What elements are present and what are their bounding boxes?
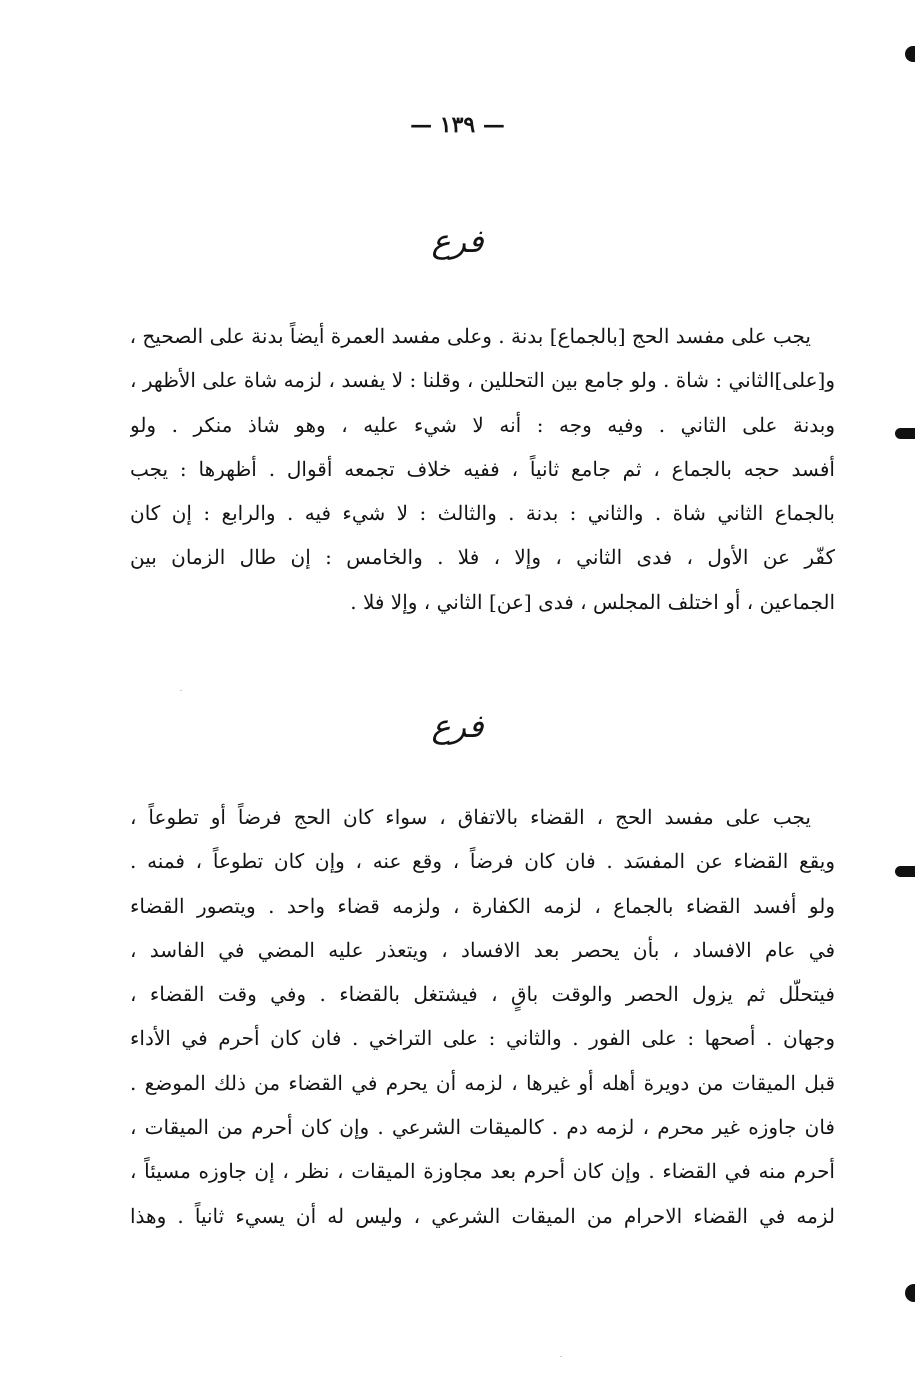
text-line: وبدنة على الثاني . وفيه وجه : أنه لا شيء عليه ، وهو شاذ منكر . ولو <box>130 412 835 437</box>
text-line: يجب على مفسد الحج [بالجماع] بدنة . وعلى مفسد العمرة أيضاً بدنة على الصحيح ، <box>130 324 811 348</box>
section-2-paragraph <box>130 795 835 1238</box>
scan-speck <box>560 1356 562 1357</box>
text-line: أفسد حجه بالجماع ، ثم جامع ثانياً ، ففيه خلاف تجمعه أقوال . أظهرها : يجب <box>130 456 835 481</box>
scan-edge-mark <box>895 866 915 877</box>
text-line: بالجماع الثاني شاة . والثاني : بدنة . والثالث : لا شيء فيه . والرابع : إن كان <box>130 501 835 526</box>
text-line: كفّر عن الأول ، فدى الثاني ، وإلا ، فلا . والخامس : إن طال الزمان بين <box>130 545 835 570</box>
section-heading-2: فرع <box>431 707 484 745</box>
section-heading-1: فرع <box>431 222 484 260</box>
text-line: ويقع القضاء عن المفسَد . فان كان فرضاً ، وقع عنه ، وإن كان تطوعاً ، فمنه . <box>130 849 835 874</box>
text-line: فيتحلّل ثم يزول الحصر والوقت باقٍ ، فيشتغل بالقضاء . وفي وقت القضاء ، <box>130 982 835 1007</box>
page-number: — ١٣٩ — <box>410 112 505 138</box>
text-line: يجب على مفسد الحج ، القضاء بالاتفاق ، سواء كان الحج فرضاً أو تطوعاً ، <box>130 805 811 829</box>
text-line: في عام الافساد ، بأن يحصر بعد الافساد ، ويتعذر عليه المضي في الفاسد ، <box>130 937 835 962</box>
text-line: قبل الميقات من دويرة أهله أو غيرها ، لزمه أن يحرم في القضاء من ذلك الموضع . <box>130 1070 835 1095</box>
scan-edge-mark <box>905 46 915 62</box>
text-line: أحرم منه في القضاء . وإن كان أحرم بعد مجاوزة الميقات ، نظر ، إن جاوزه مسيئاً ، <box>130 1159 835 1184</box>
section-1-paragraph <box>130 314 835 624</box>
scan-edge-mark <box>905 1284 915 1302</box>
text-line: الجماعين ، أو اختلف المجلس ، فدى [عن] الثاني ، وإلا فلا . <box>350 589 835 614</box>
text-line: و[على]الثاني : شاة . ولو جامع بين التحللين ، وقلنا : لا يفسد ، لزمه شاة على الأظهر ، <box>130 368 835 393</box>
text-line: فان جاوزه غير محرم ، لزمه دم . كالميقات الشرعي . وإن كان أحرم من الميقات ، <box>130 1115 835 1140</box>
text-line: لزمه في القضاء الاحرام من الميقات الشرعي ، وليس له أن يسيء ثانياً . وهذا <box>130 1203 835 1228</box>
scan-speck <box>180 690 182 691</box>
text-line: ولو أفسد القضاء بالجماع ، لزمه الكفارة ، ولزمه قضاء واحد . ويتصور القضاء <box>130 893 835 918</box>
scan-edge-mark <box>895 428 915 439</box>
text-line: وجهان . أصحها : على الفور . والثاني : على التراخي . فان كان أحرم في الأداء <box>130 1026 835 1051</box>
